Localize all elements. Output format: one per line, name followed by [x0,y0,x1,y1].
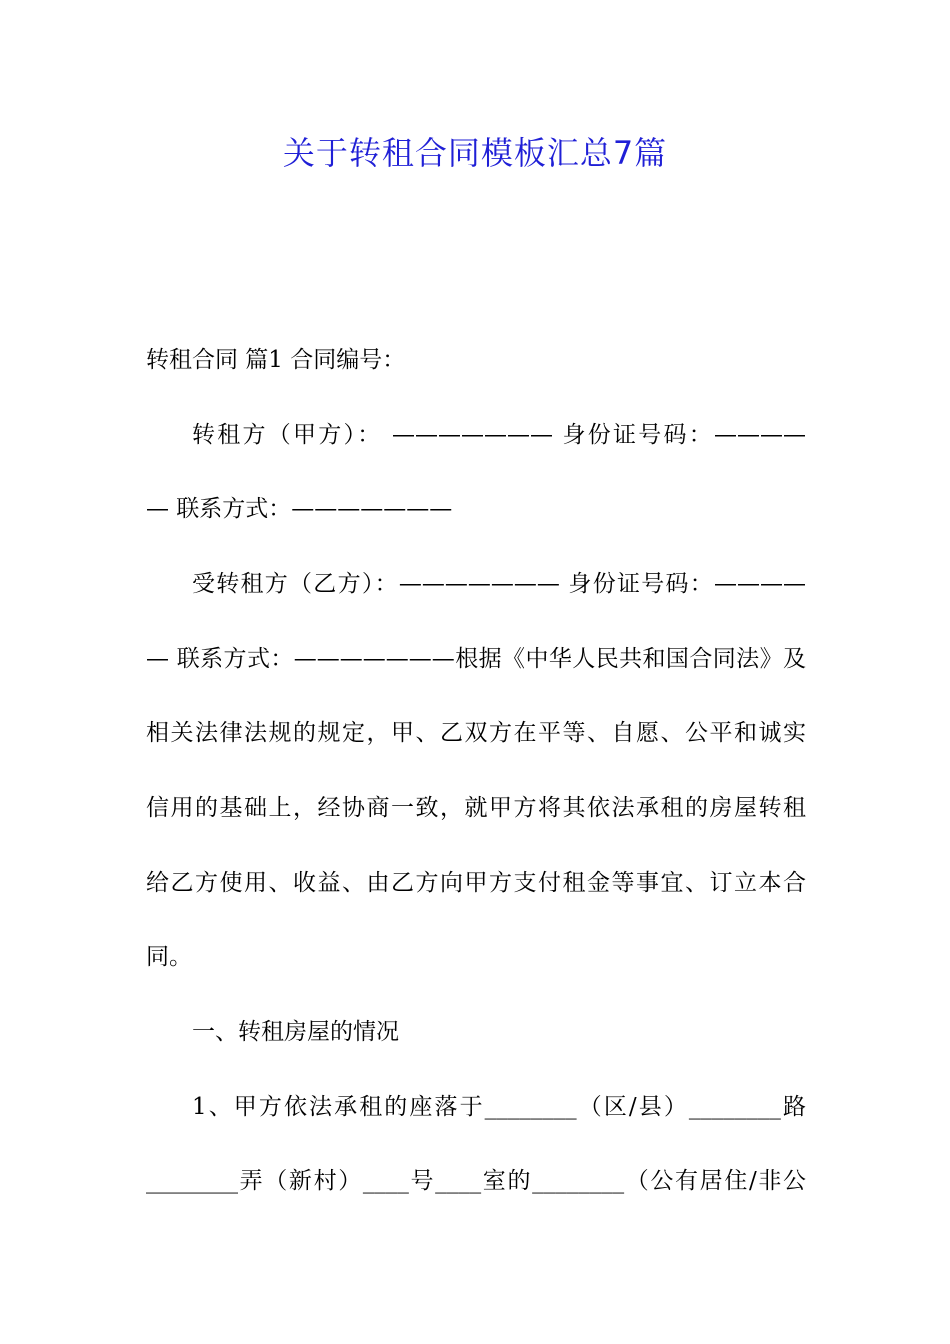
body-paragraph-line: 同。 [146,944,192,970]
party-b-contact-line: — 联系方式：———————根据《中华人民共和国合同法》及 [146,646,806,672]
document-body [146,0,806,1344]
clause-line: ________弄（新村）____号____室的________（公有居住/非公 [146,1168,806,1194]
party-a-contact-line: — 联系方式：——————— [146,496,453,522]
contract-heading-line: 转租合同 篇1 合同编号： [146,347,406,373]
body-paragraph-line: 相关法律法规的规定，甲、乙双方在平等、自愿、公平和诚实 [146,720,806,746]
party-a-line: 转租方（甲方）： ——————— 身份证号码：———— [192,422,806,448]
body-paragraph-line: 给乙方使用、收益、由乙方向甲方支付租金等事宜、订立本合 [146,870,806,896]
party-b-line: 受转租方（乙方）：——————— 身份证号码：———— [192,571,806,597]
clause-line: 1、甲方依法承租的座落于________（区/县）________路 [192,1094,806,1120]
body-paragraph-line: 信用的基础上，经协商一致，就甲方将其依法承租的房屋转租 [146,795,806,821]
section-heading: 一、转租房屋的情况 [192,1019,399,1045]
document-title: 关于转租合同模板汇总7篇 [282,134,668,172]
